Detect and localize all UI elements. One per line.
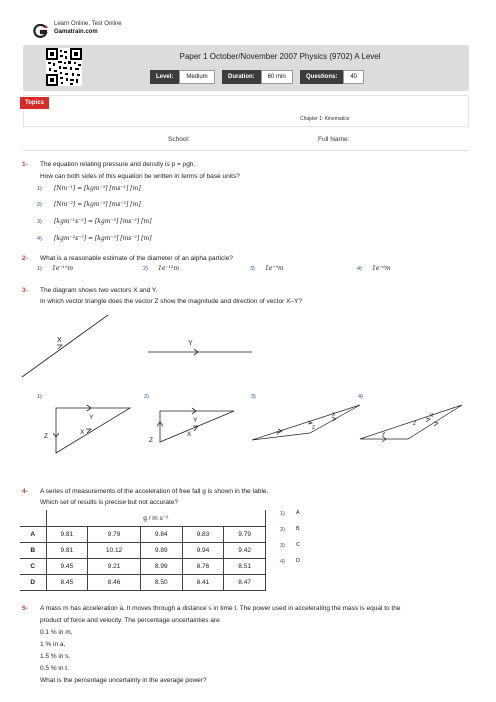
q2-option-number[interactable]: 1) (37, 266, 42, 272)
table-cell: 8.46 (88, 574, 141, 590)
q4-option-text[interactable]: C (296, 542, 300, 548)
table-cell: 8.45 (46, 574, 88, 590)
q1-option-number[interactable]: 2) (37, 202, 42, 208)
table-cell: 8.47 (224, 574, 266, 590)
table-cell: 9.89 (140, 542, 182, 558)
q4-option-text[interactable]: D (296, 558, 300, 564)
q3-option-number: 3) (251, 394, 256, 400)
q1-option-text[interactable]: [kgm⁻¹s⁻²] = [kgm⁻³] [ms⁻²] [m] (54, 218, 152, 225)
q4-option-number[interactable]: 4) (280, 559, 285, 565)
brand-site[interactable]: Gamatrain.com (54, 29, 98, 35)
q4-data-table (20, 510, 266, 591)
questions-value: 40 (343, 70, 364, 84)
q5-question: What is the percentage uncertainty in the average power? (40, 677, 207, 684)
q4-option-text[interactable]: A (296, 510, 300, 516)
questions-badge (300, 70, 364, 84)
q4-option-number[interactable]: 1) (280, 511, 285, 517)
q4-option-number[interactable]: 3) (280, 543, 285, 549)
q3-triangle-1 (53, 405, 130, 453)
q1-option-number[interactable]: 4) (37, 236, 42, 242)
q4-option-number[interactable]: 2) (280, 527, 285, 533)
table-cell: 8.41 (182, 574, 224, 590)
q2-option-text[interactable]: 1e⁻⁶m (372, 265, 391, 272)
q2-option-text[interactable]: 1e⁻⁹m (265, 265, 284, 272)
triangle4-x-label: X (430, 413, 434, 419)
q3-option-number: 4) (358, 394, 363, 400)
table-cell: 9.21 (88, 558, 141, 574)
questions-label: Questions: (300, 70, 343, 84)
table-cell: 9.81 (46, 542, 88, 558)
q2-number: 2- (22, 255, 28, 262)
table-cell: 9.45 (46, 558, 88, 574)
table-cell: 9.83 (182, 526, 224, 542)
row-label: C (20, 558, 46, 574)
row-label: D (20, 574, 46, 590)
table-corner (20, 510, 46, 526)
q3-triangle-2 (157, 408, 234, 442)
q4-text: A series of measurements of the acceleration of free fall g is shown in the table. (40, 488, 269, 495)
table-row (20, 574, 266, 590)
q1-option-number[interactable]: 3) (37, 219, 42, 225)
q1-option-text[interactable]: [Nm⁻¹] = [kgm⁻³] [ms⁻¹] [m] (54, 185, 141, 192)
q1-option-text[interactable]: [kgm⁻²s⁻²] = [kgm⁻³] [ms⁻²] [m] (54, 235, 152, 242)
q3-number: 3- (22, 287, 28, 294)
q2-option-text[interactable]: 1e⁻¹²m (158, 265, 180, 272)
topics-tag[interactable]: Topics (20, 97, 49, 109)
gamatrain-logo-icon (32, 24, 48, 38)
table-cell: 9.79 (88, 526, 141, 542)
q2-option-number[interactable]: 2) (143, 266, 148, 272)
given-vector-y (148, 349, 252, 355)
level-value: Medium (179, 70, 214, 84)
q2-option-number[interactable]: 3) (250, 266, 255, 272)
table-row (20, 542, 266, 558)
row-label: A (20, 526, 46, 542)
q4-option-text[interactable]: B (296, 526, 300, 532)
table-unit-header: g / m s⁻² (46, 510, 266, 526)
triangle3-y-label: Y (276, 431, 280, 437)
vector-y-label: Y (188, 340, 193, 347)
q5-line: 1.5 % in s, (40, 653, 71, 660)
table-row (20, 558, 266, 574)
table-row (20, 526, 266, 542)
q1-number: 1- (22, 161, 28, 168)
triangle2-x-label: X (187, 431, 192, 438)
q3-triangle-3 (252, 405, 360, 440)
table-cell: 9.94 (182, 542, 224, 558)
fullname-label: Full Name: (318, 136, 350, 143)
brand-tagline: Learn Online, Test Online (54, 21, 122, 27)
triangle4-z-label: Z (413, 421, 417, 427)
table-cell: 10.12 (88, 542, 141, 558)
triangle3-z-label: Z (312, 425, 316, 431)
table-cell: 9.81 (46, 526, 88, 542)
duration-value: 60 min (261, 70, 293, 84)
q5-line: 0.1 % in m, (40, 629, 73, 636)
q5-text: A mass m has acceleration a. It moves through a distance s in time t. The power used in accelerating the mass is equal to the (40, 605, 401, 612)
level-label: Level: (150, 70, 179, 84)
triangle1-x-label: X (80, 429, 85, 436)
q1-option-text[interactable]: [Nm⁻²] = [kgm⁻³] [ms⁻²] [m] (54, 201, 141, 208)
brand-header (32, 20, 122, 38)
q1-option-number[interactable]: 1) (37, 186, 42, 192)
q2-option-number[interactable]: 4) (357, 266, 362, 272)
table-cell: 9.42 (224, 542, 266, 558)
triangle3-x-label: X (332, 412, 336, 418)
topics-box (23, 95, 469, 127)
level-badge (150, 70, 215, 84)
table-cell: 8.51 (224, 558, 266, 574)
table-cell: 8.99 (140, 558, 182, 574)
duration-badge (222, 70, 293, 84)
paper-title: Paper 1 October/November 2007 Physics (9702) A Level (179, 52, 381, 61)
q1-text: The equation relating pressure and density is p = ρgh. (40, 161, 196, 168)
triangle2-z-label: Z (149, 437, 153, 444)
qr-code-icon (46, 48, 82, 86)
q5-number: 5- (22, 605, 28, 612)
q4-subtext: Which set of results is precise but not accurate? (40, 499, 179, 506)
table-cell: 9.79 (224, 526, 266, 542)
triangle4-y-label: Y (382, 432, 386, 438)
q3-vector-diagrams (20, 305, 480, 455)
q3-text: The diagram shows two vectors X and Y. (40, 287, 158, 294)
q3-option-number: 2) (144, 394, 149, 400)
divider (23, 150, 469, 151)
q5-line: 0.5 % in t. (40, 665, 69, 672)
given-vector-x (22, 315, 108, 377)
q3-triangle-4 (360, 405, 462, 442)
triangle2-y-label: Y (193, 417, 198, 424)
vector-x-label: X (57, 337, 62, 344)
q5-line: 1 % in a, (40, 641, 66, 648)
q4-number: 4- (22, 488, 28, 495)
table-cell: 9.84 (140, 526, 182, 542)
q2-option-text[interactable]: 1e⁻¹⁵m (52, 265, 74, 272)
table-cell: 8.76 (182, 558, 224, 574)
triangle1-z-label: Z (44, 433, 48, 440)
q3-option-number: 1) (37, 394, 42, 400)
q1-subtext: How can both sides of this equation be written in terms of base units? (40, 173, 240, 180)
q3-subtext: In which vector triangle does the vector Z show the magnitude and direction of vector X–Y? (40, 298, 302, 305)
row-label: B (20, 542, 46, 558)
q2-text: What is a reasonable estimate of the diameter of an alpha particle? (40, 255, 233, 262)
q5-text-continued: product of force and velocity. The percentage uncertainties are (40, 617, 220, 624)
school-label: School: (168, 136, 190, 143)
triangle1-y-label: Y (89, 414, 94, 421)
duration-label: Duration: (222, 70, 261, 84)
chapter-label[interactable]: Chapter 1: Kinematics (300, 116, 350, 122)
table-cell: 8.50 (140, 574, 182, 590)
